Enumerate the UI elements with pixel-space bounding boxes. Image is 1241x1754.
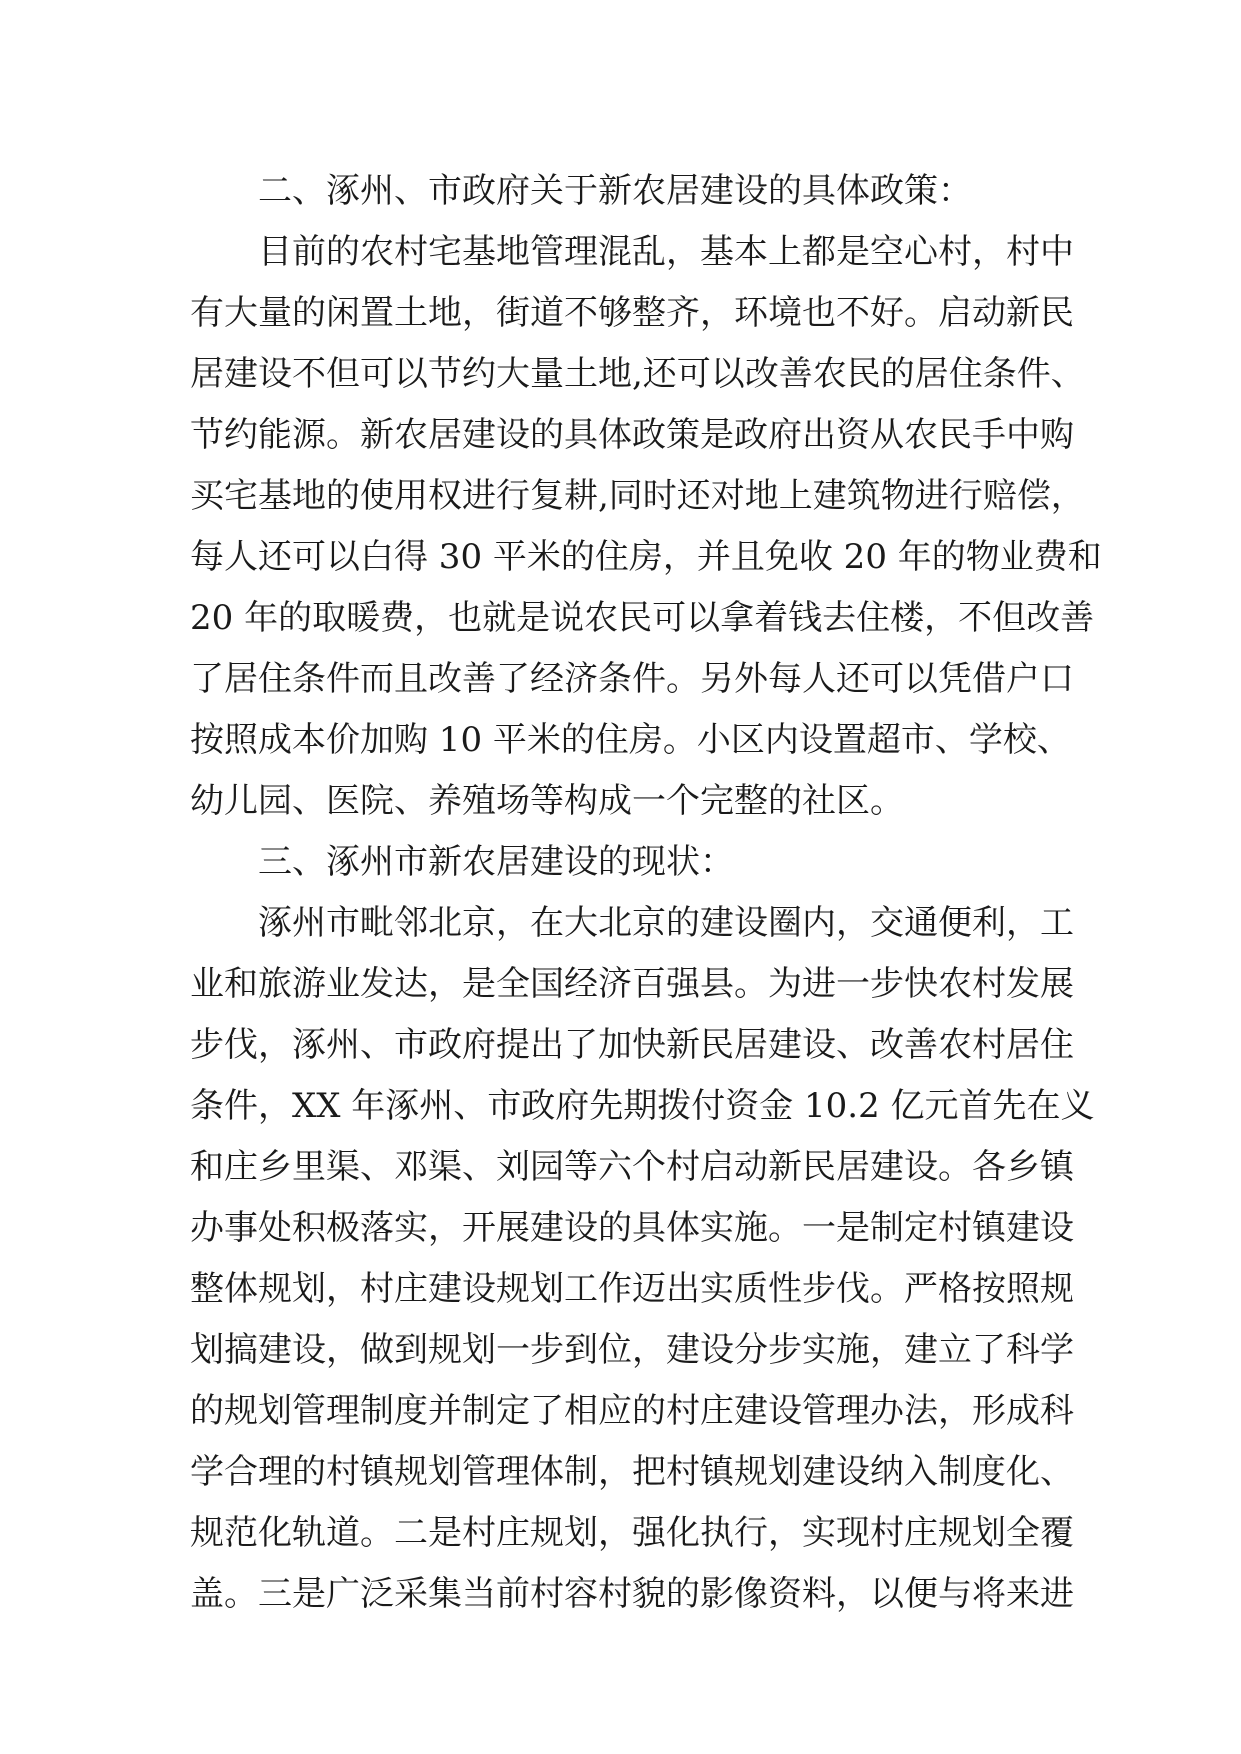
text-line: 节约能源。新农居建设的具体政策是政府出资从农民手中购 xyxy=(190,415,1074,455)
text-line: 幼儿园、医院、养殖场等构成一个完整的社区。 xyxy=(190,781,904,821)
text-line: 盖。三是广泛采集当前村容村貌的影像资料，以便与将来进 xyxy=(190,1574,1074,1614)
text-line: 条件，XX 年涿州、市政府先期拨付资金 10.2 亿元首先在义 xyxy=(190,1086,1095,1126)
text-line: 每人还可以白得 30 平米的住房，并且免收 20 年的物业费和 xyxy=(190,537,1102,577)
text-line: 买宅基地的使用权进行复耕,同时还对地上建筑物进行赔偿， xyxy=(190,476,1085,516)
text-line: 按照成本价加购 10 平米的住房。小区内设置超市、学校、 xyxy=(190,720,1071,760)
text-line: 整体规划，村庄建设规划工作迈出实质性步伐。严格按照规 xyxy=(190,1269,1074,1309)
text-line: 目前的农村宅基地管理混乱，基本上都是空心村，村中 xyxy=(190,232,1074,272)
text-line: 20 年的取暖费，也就是说农民可以拿着钱去住楼，不但改善 xyxy=(190,598,1095,638)
text-line-heading-2: 二、涿州、市政府关于新农居建设的具体政策： xyxy=(190,171,972,211)
text-line: 办事处积极落实，开展建设的具体实施。一是制定村镇建设 xyxy=(190,1208,1074,1248)
text-line: 了居住条件而且改善了经济条件。另外每人还可以凭借户口 xyxy=(190,659,1074,699)
body-text xyxy=(190,161,1102,1625)
text-line: 规范化轨道。二是村庄规划，强化执行，实现村庄规划全覆 xyxy=(190,1513,1074,1553)
text-line: 业和旅游业发达，是全国经济百强县。为进一步快农村发展 xyxy=(190,964,1074,1004)
text-line: 有大量的闲置土地，街道不够整齐，环境也不好。启动新民 xyxy=(190,293,1074,333)
text-line: 划搞建设，做到规划一步到位，建设分步实施，建立了科学 xyxy=(190,1330,1074,1370)
text-line: 步伐，涿州、市政府提出了加快新民居建设、改善农村居住 xyxy=(190,1025,1074,1065)
text-line-heading-3: 三、涿州市新农居建设的现状： xyxy=(190,842,734,882)
text-line: 涿州市毗邻北京，在大北京的建设圈内，交通便利，工 xyxy=(190,903,1074,943)
text-line: 的规划管理制度并制定了相应的村庄建设管理办法，形成科 xyxy=(190,1391,1074,1431)
text-line: 学合理的村镇规划管理体制，把村镇规划建设纳入制度化、 xyxy=(190,1452,1074,1492)
text-line: 和庄乡里渠、邓渠、刘园等六个村启动新民居建设。各乡镇 xyxy=(190,1147,1074,1187)
text-line: 居建设不但可以节约大量土地,还可以改善农民的居住条件、 xyxy=(190,354,1085,394)
